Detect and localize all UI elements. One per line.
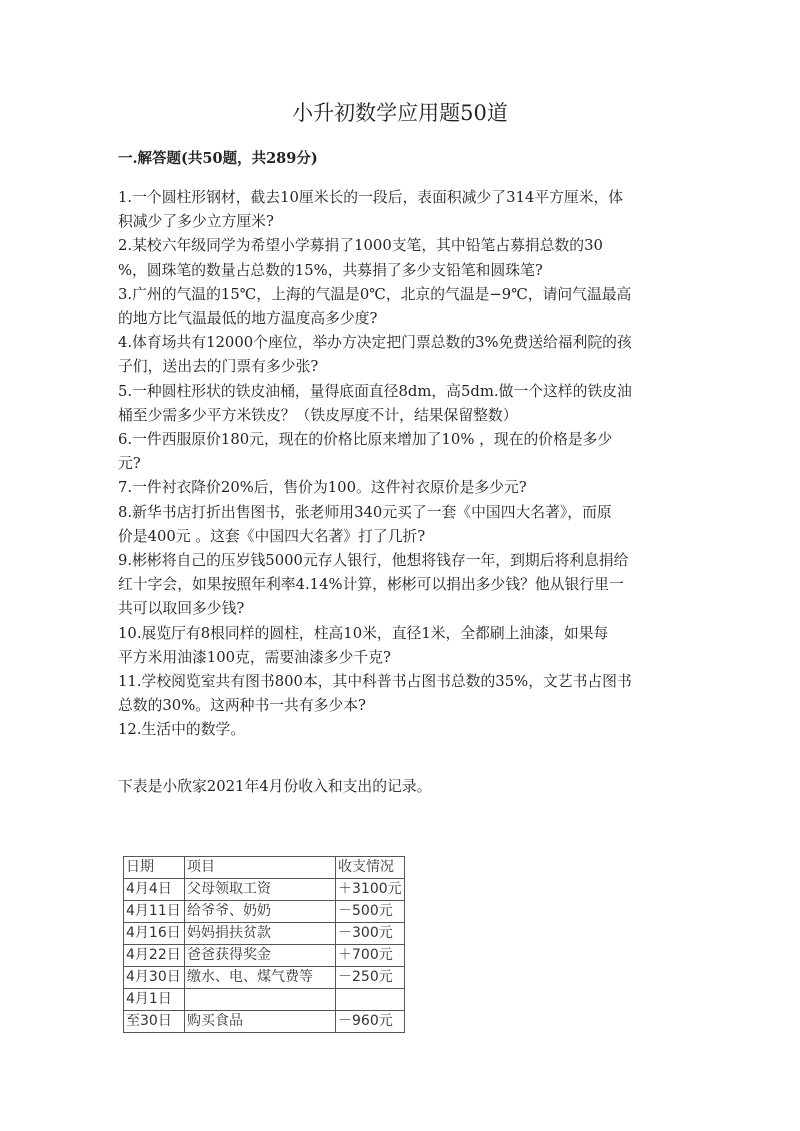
- question-item: [118, 186, 738, 234]
- question-line: 平方米用油漆100克，需要油漆多少千克?: [118, 648, 391, 666]
- cell-item: [185, 988, 336, 1010]
- table-row: [124, 878, 405, 900]
- cell-amount: －500元: [336, 900, 405, 922]
- cell-date: 4月11日: [124, 900, 185, 922]
- cell-amount: ＋3100元: [336, 878, 405, 900]
- question-line: 的地方比气温最低的地方温度高多少度?: [118, 310, 378, 328]
- question-line: 5.一种圆柱形状的铁皮油桶，量得底面直径8dm，高5dm.做一个这样的铁皮油: [118, 382, 632, 400]
- question-line: 9.彬彬将自己的压岁钱5000元存人银行，他想将钱存一年，到期后将利息捐给: [118, 552, 629, 570]
- question-list: [118, 186, 738, 743]
- question-line: 共可以取回多少钱?: [118, 600, 245, 618]
- question-line: 7.一件衬衣降价20%后，售价为100。这件衬衣原价是多少元?: [118, 479, 527, 497]
- question-line: 12.生活中的数学。: [118, 721, 246, 739]
- cell-date: 4月1日: [124, 988, 185, 1010]
- question-item: [118, 234, 738, 282]
- question-item: [118, 476, 738, 500]
- question-item: [118, 670, 738, 718]
- cell-date: 4月16日: [124, 922, 185, 944]
- question-line: 红十字会，如果按照年利率4.14%计算，彬彬可以捐出多少钱？他从银行里一: [118, 576, 624, 594]
- section-heading: 一.解答题(共50题，共289分): [118, 150, 318, 167]
- cell-item: 妈妈捐扶贫款: [185, 922, 336, 944]
- question-item: [118, 428, 738, 476]
- question-item: [118, 549, 738, 622]
- header-date: 日期: [124, 856, 185, 878]
- cell-date: 4月22日: [124, 944, 185, 966]
- cell-amount: ＋700元: [336, 944, 405, 966]
- question-item: [118, 331, 738, 379]
- question-line: 2.某校六年级同学为希望小学募捐了1000支笔，其中铅笔占募捐总数的30: [118, 237, 603, 255]
- cell-item: 缴水、电、煤气费等: [185, 966, 336, 988]
- question-line: 1.一个圆柱形钢材，截去10厘米长的一段后，表面积减少了314平方厘米，体: [118, 189, 624, 206]
- question-item: [118, 380, 738, 428]
- question-line: 4.体育场共有12000个座位，举办方决定把门票总数的3%免费送给福利院的孩: [118, 334, 632, 352]
- income-expense-table: [123, 856, 405, 1033]
- question-line: 10.展览厅有8根同样的圆柱，柱高10米，直径1米，全都刷上油漆，如果每: [118, 624, 609, 642]
- cell-item: 父母领取工资: [185, 878, 336, 900]
- cell-item: 购买食品: [185, 1010, 336, 1032]
- header-item: 项目: [185, 856, 336, 878]
- question-line: 总数的30%。这两种书一共有多少本?: [118, 697, 366, 715]
- table-row: [124, 988, 405, 1010]
- question-item: [118, 501, 738, 549]
- question-line: 积减少了多少立方厘米?: [118, 213, 274, 231]
- cell-date: 4月4日: [124, 878, 185, 900]
- cell-amount: －300元: [336, 922, 405, 944]
- cell-item: 给爷爷、奶奶: [185, 900, 336, 922]
- cell-amount: －250元: [336, 966, 405, 988]
- table-intro: 下表是小欣家2021年4月份收入和支出的记录。: [118, 777, 432, 795]
- question-item: [118, 718, 738, 742]
- question-item: [118, 622, 738, 670]
- cell-amount: －960元: [336, 1010, 405, 1032]
- table-row: [124, 966, 405, 988]
- question-item: [118, 283, 738, 331]
- header-amount: 收支情况: [336, 856, 405, 878]
- cell-item: 爸爸获得奖金: [185, 944, 336, 966]
- question-line: 子们，送出去的门票有多少张?: [118, 358, 319, 376]
- question-line: 桶至少需多少平方米铁皮？（铁皮厚度不计，结果保留整数）: [118, 406, 518, 424]
- question-line: 11.学校阅览室共有图书800本，其中科普书占图书总数的35%，文艺书占图书: [118, 673, 632, 691]
- question-line: 6.一件西服原价180元，现在的价格比原来增加了10% ，现在的价格是多少: [118, 431, 613, 449]
- cell-date: 至30日: [124, 1010, 185, 1032]
- question-line: 3.广州的气温的15℃，上海的气温是0℃，北京的气温是−9℃，请问气温最高: [118, 285, 632, 303]
- table-row: [124, 944, 405, 966]
- table-row: [124, 922, 405, 944]
- table-row: [124, 900, 405, 922]
- question-line: 8.新华书店打折出售图书，张老师用340元买了一套《中国四大名著》，而原: [118, 503, 612, 521]
- question-line: 元?: [118, 455, 141, 473]
- page-title: 小升初数学应用题50道: [292, 101, 508, 125]
- table-row: [124, 1010, 405, 1032]
- question-line: 价是400元 。这套《中国四大名著》打了几折?: [118, 527, 426, 545]
- question-line: %，圆珠笔的数量占总数的15%，共募捐了多少支铅笔和圆珠笔?: [118, 261, 543, 279]
- cell-amount: [336, 988, 405, 1010]
- table-header-row: [124, 856, 405, 878]
- cell-date: 4月30日: [124, 966, 185, 988]
